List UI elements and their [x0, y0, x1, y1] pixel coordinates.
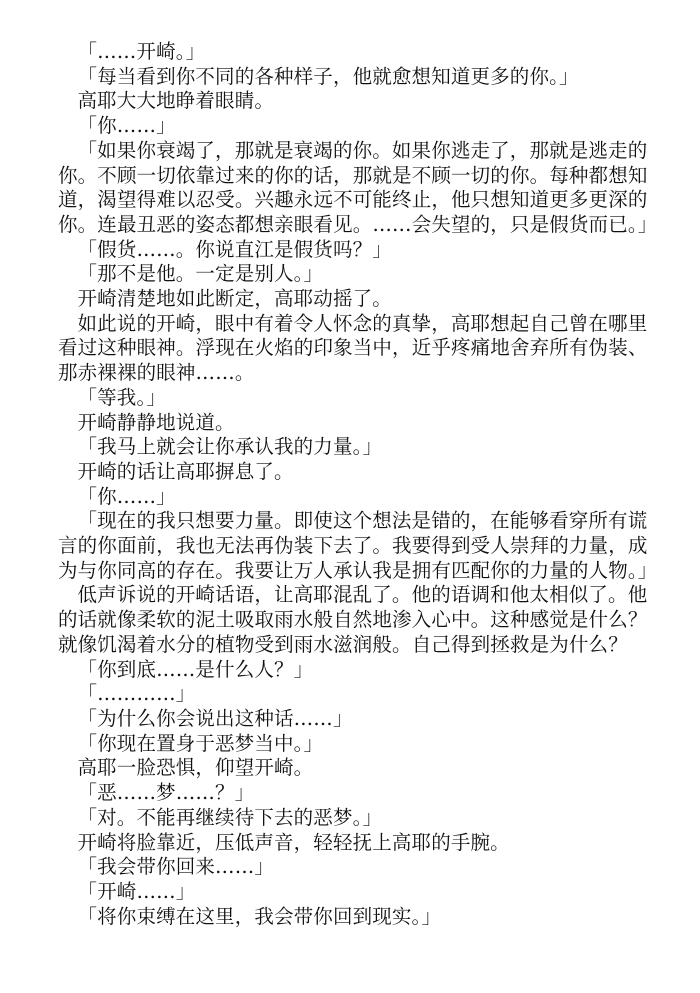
paragraph: 「每当看到你不同的各种样子，他就愈想知道更多的你。」 [77, 64, 579, 88]
paragraph: 「将你束缚在这里，我会带你回到现实。」 [77, 904, 442, 928]
paragraph: 「我马上就会让你承认我的力量。」 [77, 435, 383, 459]
paragraph: 开崎将脸靠近，压低声音，轻轻抚上高耶的手腕。 [77, 830, 510, 854]
paragraph: 「…………」 [77, 682, 196, 706]
paragraph: 开崎清楚地如此断定，高耶动摇了。 [77, 287, 392, 311]
paragraph: 开崎的话让高耶摒息了。 [77, 459, 294, 483]
paragraph: 开崎静静地说道。 [77, 410, 235, 434]
paragraph: 「你……」 [77, 114, 176, 138]
paragraph: 高耶大大地睁着眼睛。 [77, 89, 275, 113]
paragraph: 「我会带你回来……」 [77, 855, 275, 879]
paragraph: 「……开崎。」 [77, 40, 206, 63]
paragraph: 「现在的我只想要力量。即使这个想法是错的，在能够看穿所有谎言的你面前，我也无法再伪装下去了。我要得到受人崇拜的力量，成为与你同高的存在。我要让万人承认我是拥有匹配你的力量的人物。」 [58, 509, 658, 582]
paragraph: 「你到底……是什么人？」 [77, 657, 314, 681]
document-page [58, 40, 658, 929]
paragraph: 「开崎……」 [77, 879, 196, 903]
paragraph: 「为什么你会说出这种话……」 [77, 706, 353, 730]
paragraph: 「恶……梦……？」 [77, 781, 255, 805]
paragraph: 「如果你衰竭了，那就是衰竭的你。如果你逃走了，那就是逃走的你。不顾一切依靠过来的你的话，那就是不顾一切的你。每种都想知道，渴望得难以忍受。兴趣永远不可能终止，他只想知道更多更深的你。连最丑恶的姿态都想亲眼看见。……会失望的，只是假货而已。」 [58, 138, 658, 236]
paragraph: 如此说的开崎，眼中有着令人怀念的真挚，高耶想起自己曾在哪里看过这种眼神。浮现在火焰的印象当中，近乎疼痛地舍弃所有伪装、那赤裸裸的眼神……。 [58, 311, 648, 385]
paragraph: 「假货……。你说直江是假货吗？」 [77, 237, 392, 261]
paragraph: 「你……」 [77, 484, 176, 508]
paragraph: 「对。不能再继续待下去的恶梦。」 [77, 805, 383, 829]
paragraph: 「你现在置身于恶梦当中。」 [77, 731, 324, 755]
paragraph: 「等我。」 [77, 385, 167, 409]
paragraph: 低声诉说的开崎话语，让高耶混乱了。他的语调和他太相似了。他的话就像柔软的泥土吸取雨水般自然地渗入心中。这种感觉是什么？就像饥渴着水分的植物受到雨水滋润般。自己得到拯救是为什么？ [58, 583, 648, 656]
paragraph: 高耶一脸恐惧，仰望开崎。 [77, 756, 314, 780]
paragraph: 「那不是他。一定是别人。」 [77, 262, 324, 286]
